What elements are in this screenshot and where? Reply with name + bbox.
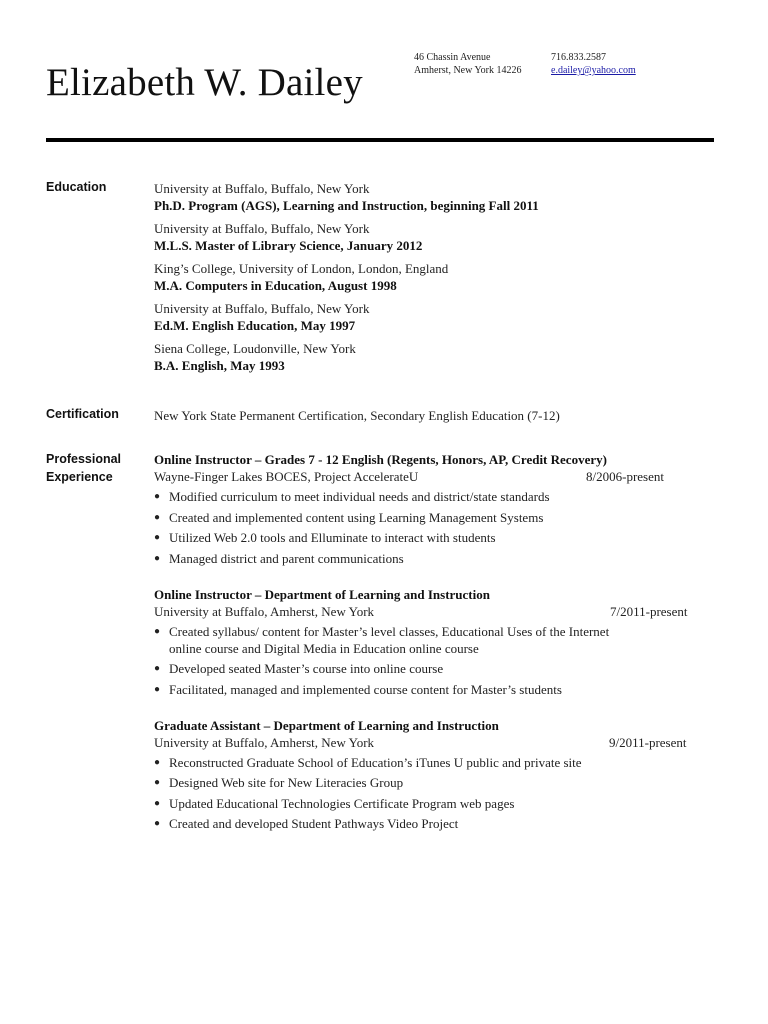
bullet-icon: ● bbox=[154, 777, 161, 788]
job-bullets bbox=[154, 623, 644, 698]
job-org-row bbox=[154, 734, 714, 751]
job-dates: 7/2011-present bbox=[610, 603, 688, 619]
bullet-icon: ● bbox=[154, 625, 161, 637]
institution: King’s College, University of London, London, England bbox=[154, 261, 449, 276]
list-item: ● Reconstructed Graduate School of Education’s iTunes U public and private site bbox=[154, 754, 582, 770]
bullet-icon: ● bbox=[154, 511, 161, 523]
job-entry bbox=[154, 451, 714, 567]
section-label-line: Experience bbox=[46, 470, 113, 484]
institution: Siena College, Loudonville, New York bbox=[154, 341, 356, 356]
bullet-icon: ● bbox=[154, 552, 161, 564]
job-dates: 9/2011-present bbox=[609, 734, 687, 750]
contact-block bbox=[551, 51, 636, 77]
list-item: ● Modified curriculum to meet individual needs and district/state standards bbox=[154, 489, 550, 504]
job-bullets bbox=[154, 488, 714, 567]
job-bullets bbox=[154, 754, 714, 833]
education-list bbox=[154, 180, 714, 380]
degree: M.L.S. Master of Library Science, January 2012 bbox=[154, 238, 423, 253]
list-item: ● Updated Educational Technologies Certificate Program web pages bbox=[154, 795, 515, 811]
header-divider bbox=[46, 138, 714, 142]
address-line: Amherst, New York 14226 bbox=[414, 65, 522, 76]
list-item: ● Created and developed Student Pathways Video Project bbox=[154, 816, 459, 831]
certification-text: New York State Permanent Certification, Secondary English Education (7-12) bbox=[154, 408, 560, 423]
education-item bbox=[154, 300, 714, 334]
list-item: ● Managed district and parent communications bbox=[154, 550, 404, 566]
section-label-education: Education bbox=[46, 180, 107, 194]
education-item bbox=[154, 220, 714, 254]
job-entry bbox=[154, 717, 714, 833]
list-item: ● Utilized Web 2.0 tools and Elluminate to interact with students bbox=[154, 530, 496, 545]
degree: Ph.D. Program (AGS), Learning and Instruction, beginning Fall 2011 bbox=[154, 198, 539, 213]
phone-number: 716.833.2587 bbox=[551, 52, 606, 63]
list-item: ● Created and implemented content using Learning Management Systems bbox=[154, 509, 544, 525]
job-organization: University at Buffalo, Amherst, New York bbox=[154, 734, 375, 750]
job-title: Graduate Assistant – Department of Learning and Instruction bbox=[154, 717, 499, 733]
job-title: Online Instructor – Grades 7 - 12 English (Regents, Honors, AP, Credit Recovery) bbox=[154, 452, 607, 467]
list-item: ● Developed seated Master’s course into online course bbox=[154, 661, 444, 676]
bullet-icon: ● bbox=[154, 532, 161, 543]
degree: Ed.M. English Education, May 1997 bbox=[154, 318, 356, 333]
education-item bbox=[154, 260, 714, 294]
job-organization: Wayne-Finger Lakes BOCES, Project AccelerateU bbox=[154, 469, 419, 484]
job-org-row bbox=[154, 603, 714, 620]
institution: University at Buffalo, Buffalo, New York bbox=[154, 301, 370, 316]
job-entry bbox=[154, 586, 714, 698]
bullet-icon: ● bbox=[154, 797, 161, 809]
bullet-icon: ● bbox=[154, 491, 161, 502]
institution: University at Buffalo, Buffalo, New York bbox=[154, 221, 370, 236]
job-organization: University at Buffalo, Amherst, New York bbox=[154, 603, 375, 619]
job-title: Online Instructor – Department of Learning and Instruction bbox=[154, 586, 490, 602]
bullet-icon: ● bbox=[154, 818, 161, 829]
institution: University at Buffalo, Buffalo, New York bbox=[154, 181, 370, 196]
degree: M.A. Computers in Education, August 1998 bbox=[154, 278, 397, 293]
experience-list bbox=[154, 451, 714, 851]
job-dates: 8/2006-present bbox=[586, 469, 664, 484]
bullet-icon: ● bbox=[154, 663, 161, 674]
list-item: ● Designed Web site for New Literacies Group bbox=[154, 775, 404, 790]
section-label-experience bbox=[46, 450, 121, 486]
job-org-row bbox=[154, 468, 714, 485]
section-label-line: Professional bbox=[46, 452, 122, 466]
bullet-icon: ● bbox=[154, 683, 161, 695]
address-line: 46 Chassin Avenue bbox=[414, 52, 491, 63]
education-item bbox=[154, 340, 714, 374]
list-item: ● Facilitated, managed and implemented course content for Master’s students bbox=[154, 681, 562, 697]
degree: B.A. English, May 1993 bbox=[154, 358, 285, 373]
list-item: ● Created syllabus/ content for Master’s level classes, Educational Uses of the Internet online course and Digital Media in Education online course bbox=[154, 623, 610, 656]
education-item bbox=[154, 180, 714, 214]
email-link[interactable]: e.dailey@yahoo.com bbox=[551, 65, 636, 76]
address-block bbox=[414, 51, 522, 77]
resume-name: Elizabeth W. Dailey bbox=[46, 61, 363, 104]
section-label-certification: Certification bbox=[46, 407, 119, 421]
bullet-icon: ● bbox=[154, 756, 161, 768]
